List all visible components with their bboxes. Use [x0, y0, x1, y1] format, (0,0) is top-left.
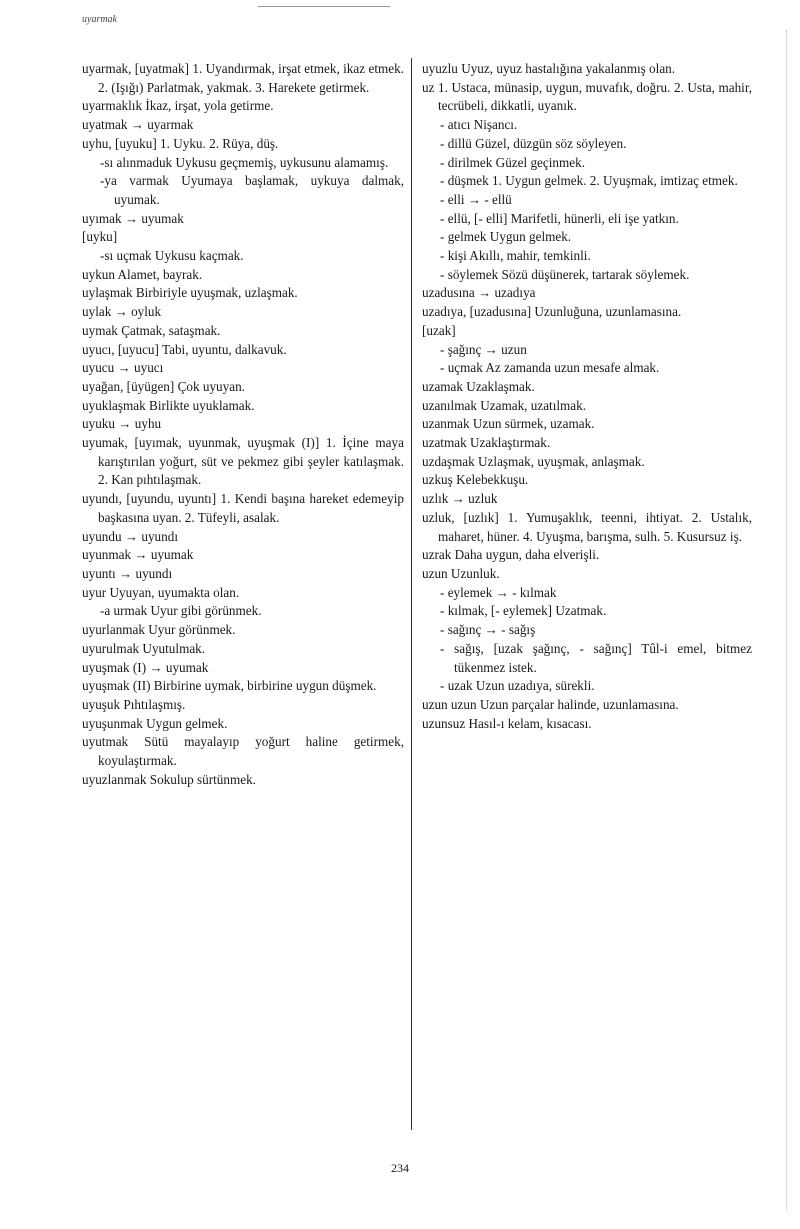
dictionary-entry: uzun uzun Uzun parçalar halinde, uzunlamasına.	[422, 696, 679, 712]
dictionary-entry: uyurulmak Uyutulmak.	[82, 640, 206, 656]
dictionary-entry: [uzak]	[422, 322, 456, 338]
dictionary-entry: uzamak Uzaklaşmak.	[422, 378, 535, 394]
dictionary-entry: -sı uçmak Uykusu kaçmak.	[100, 248, 244, 264]
dictionary-entry: - kılmak, [- eylemek] Uzatmak.	[440, 603, 607, 619]
dictionary-entry: uymak Çatmak, sataşmak.	[82, 322, 221, 338]
dictionary-entry: uykun Alamet, bayrak.	[82, 266, 203, 282]
dictionary-entry: uyundu → uyundı	[82, 528, 178, 544]
dictionary-entry: - şağınç → uzun	[440, 341, 527, 357]
dictionary-entry: uzluk, [uzlık] 1. Yumuşaklık, teenni, ihtiyat. 2. Ustalık, maharet, hüner. 4. Uyuşma, barışma, sulh. 5. Kusursuz iş.	[422, 509, 752, 544]
dictionary-entry: uzrak Daha uygun, daha elverişli.	[422, 547, 600, 563]
dictionary-entry: uyağan, [üyügen] Çok uyuyan.	[82, 378, 245, 394]
dictionary-entry: uzadıya, [uzadusına] Uzunluğuna, uzunlamasına.	[422, 304, 682, 320]
dictionary-entry: uyur Uyuyan, uyumakta olan.	[82, 584, 240, 600]
dictionary-entry: uyurlanmak Uyur görünmek.	[82, 622, 236, 638]
dictionary-entry: uzanmak Uzun sürmek, uzamak.	[422, 416, 595, 432]
dictionary-entry: uz 1. Ustaca, münasip, uygun, muvafık, doğru. 2. Usta, mahir, tecrübeli, dikkatli, uyanık.	[422, 79, 752, 114]
dictionary-entry: uyuzlu Uyuz, uyuz hastalığına yakalanmış olan.	[422, 61, 676, 76]
dictionary-entry: uyuklaşmak Birlikte uyuklamak.	[82, 397, 255, 413]
margin-dotted-rule	[786, 30, 788, 1210]
dictionary-entry: uyundı, [uyundu, uyuntı] 1. Kendi başına hareket edemeyip başkasına uyan. 2. Tüfeyli, asalak.	[82, 491, 404, 525]
dictionary-entry: uzatmak Uzaklaştırmak.	[422, 435, 551, 451]
dictionary-entry: uyarmaklık İkaz, irşat, yola getirme.	[82, 98, 274, 114]
dictionary-entry: - dirilmek Güzel geçinmek.	[440, 154, 586, 170]
dictionary-entry: uzunsuz Hasıl-ı kelam, kısacası.	[422, 715, 592, 731]
dictionary-entry: uylaşmak Birbiriyle uyuşmak, uzlaşmak.	[82, 285, 298, 301]
dictionary-entry: uzadusına → uzadıya	[422, 285, 536, 301]
dictionary-entry: uyuntı → uyundı	[82, 565, 173, 581]
page-number: 234	[391, 1161, 409, 1175]
dictionary-entry: - ellü, [- elli] Marifetli, hünerli, eli işe yatkın.	[440, 210, 679, 226]
dictionary-entry: uyuşmak (I) → uyumak	[82, 659, 209, 675]
dictionary-entry: uyımak → uyumak	[82, 210, 184, 226]
dictionary-entry: - uzak Uzun uzadıya, sürekli.	[440, 678, 595, 694]
top-rule	[258, 6, 390, 7]
dictionary-entry: - gelmek Uygun gelmek.	[440, 229, 572, 245]
running-head: uyarmak	[82, 14, 117, 25]
dictionary-entry: - eylemek → - kılmak	[440, 584, 557, 600]
dictionary-entry: uylak → oyluk	[82, 304, 162, 320]
dictionary-entry: uyumak, [uyımak, uyunmak, uyuşmak (I)] 1. İçine maya karıştırılan yoğurt, süt ve pekmez gibi şeyler katılaşmak. 2. Kan pıhtılaşmak.	[82, 435, 404, 488]
dictionary-entry: uyarmak, [uyatmak] 1. Uyandırmak, irşat etmek, ikaz etmek. 2. (Işığı) Parlatmak, yakmak. 3. Harekete getirmek.	[82, 61, 404, 95]
dictionary-entry: uzlık → uzluk	[422, 491, 498, 507]
dictionary-entry: uzdaşmak Uzlaşmak, uyuşmak, anlaşmak.	[422, 453, 645, 469]
left-column	[82, 60, 404, 789]
right-column	[422, 60, 752, 733]
dictionary-entry: [uyku]	[82, 229, 118, 245]
dictionary-entry: -ya varmak Uyumaya başlamak, uykuya dalmak, uyumak.	[100, 173, 404, 207]
dictionary-entry: - uçmak Az zamanda uzun mesafe almak.	[440, 360, 660, 376]
dictionary-entry: uyatmak → uyarmak	[82, 117, 194, 133]
column-divider	[411, 58, 412, 1130]
dictionary-entry: uyunmak → uyumak	[82, 547, 194, 563]
dictionary-entry: -sı alınmaduk Uykusu geçmemiş, uykusunu alamamış.	[100, 154, 389, 170]
dictionary-entry: - sağınç → - sağış	[440, 622, 536, 638]
dictionary-entry: uyuşmak (II) Birbirine uymak, birbirine uygun düşmek.	[82, 678, 377, 694]
dictionary-entry: uyucı, [uyucu] Tabi, uyuntu, dalkavuk.	[82, 341, 287, 357]
dictionary-entry: uyuku → uyhu	[82, 416, 162, 432]
dictionary-entry: - dillü Güzel, düzgün söz söyleyen.	[440, 135, 627, 151]
dictionary-entry: - atıcı Nişancı.	[440, 117, 518, 133]
dictionary-entry: uzanılmak Uzamak, uzatılmak.	[422, 397, 587, 413]
dictionary-entry: uyuşunmak Uygun gelmek.	[82, 715, 228, 731]
dictionary-entry: uyhu, [uyuku] 1. Uyku. 2. Rüya, düş.	[82, 135, 279, 151]
dictionary-entry: uyutmak Sütü mayalayıp yoğurt haline getirmek, koyulaştırmak.	[82, 734, 404, 769]
dictionary-entry: uyucu → uyucı	[82, 360, 164, 376]
dictionary-entry: uzkuş Kelebekkuşu.	[422, 472, 529, 488]
dictionary-entry: - elli → - ellü	[440, 191, 512, 207]
dictionary-entry: - kişi Akıllı, mahir, temkinli.	[440, 248, 591, 264]
dictionary-entry: uyuşuk Pıhtılaşmış.	[82, 696, 186, 712]
dictionary-entry: uzun Uzunluk.	[422, 565, 500, 581]
dictionary-entry: - sağış, [uzak şağınç, - sağınç] Tûl-i emel, bitmez tükenmez istek.	[440, 640, 752, 675]
dictionary-entry: -a urmak Uyur gibi görünmek.	[100, 603, 262, 619]
dictionary-entry: - söylemek Sözü düşünerek, tartarak söylemek.	[440, 266, 690, 282]
dictionary-entry: uyuzlanmak Sokulup sürtünmek.	[82, 771, 256, 787]
dictionary-entry: - düşmek 1. Uygun gelmek. 2. Uyuşmak, imtizaç etmek.	[440, 173, 738, 189]
